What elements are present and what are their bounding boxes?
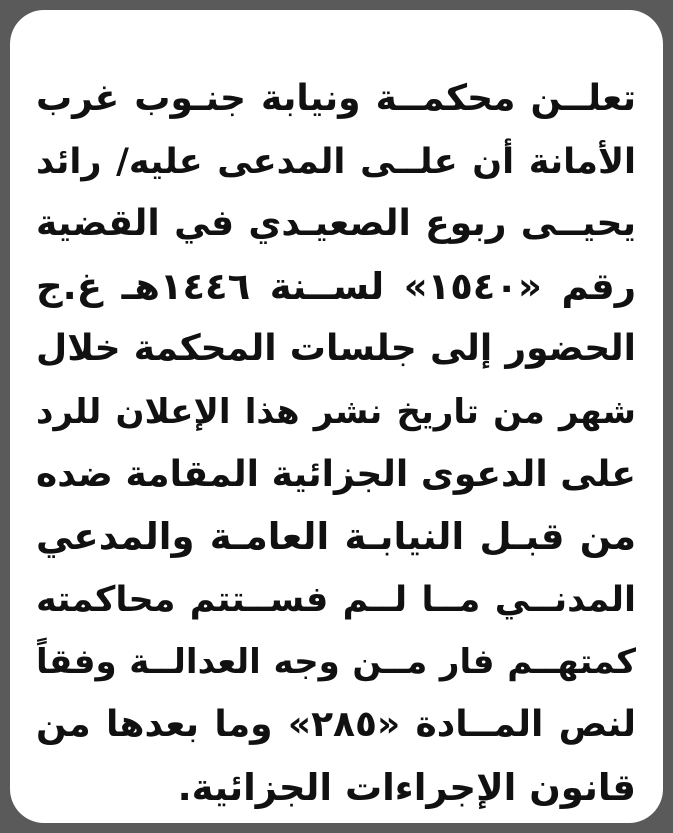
notice-line: من قبـل النيابـة العامـة والمدعي (36, 515, 636, 559)
notice-card (10, 10, 663, 823)
notice-line: يحيــى ربوع الصعيـدي في القضية (36, 203, 636, 245)
notice-line-last: قانون الإجراءات الجزائية. (177, 765, 636, 809)
notice-line: الحضور إلى جلسات المحكمة خلال (36, 328, 636, 370)
notice-line: على الدعوى الجزائية المقامة ضده (36, 453, 636, 495)
notice-line: رقم «١٥٤٠» لســنة ١٤٤٦هـ غ.ج (36, 264, 636, 308)
notice-line: الأمانة أن علــى المدعى عليه/ رائد (36, 141, 636, 182)
notice-line: تعلــن محكمــة ونيابة جنـوب غرب (36, 78, 636, 119)
notice-line: المدنــي مــا لــم فســتتم محاكمته (36, 579, 636, 620)
notice-line: شهر من تاريخ نشر هذا الإعلان للرد (36, 391, 636, 432)
notice-line: لنص المــادة «٢٨٥» وما بعدها من (36, 703, 636, 745)
notice-text (36, 68, 636, 819)
notice-line: كمتهــم فار مــن وجه العدالــة وفقاً (36, 642, 636, 683)
